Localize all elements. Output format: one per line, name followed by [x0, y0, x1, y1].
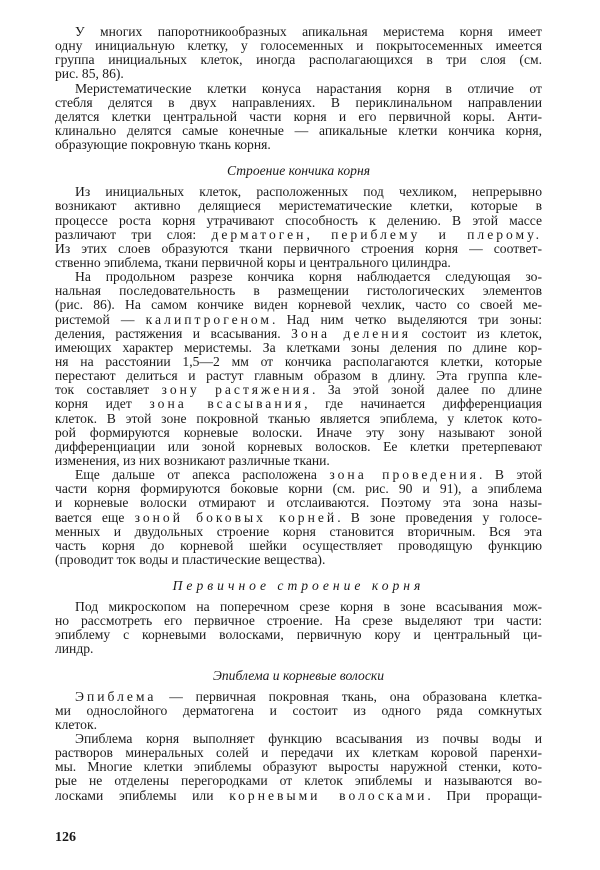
paragraph	[55, 690, 542, 732]
text-line	[55, 124, 542, 138]
text-line	[55, 704, 542, 718]
text-line	[55, 732, 542, 746]
text-line	[55, 313, 542, 327]
text-segment: клеток. В этой зоне покровной тканью является эпиблема, у клеток кото-	[55, 410, 542, 426]
text-segment: вается еще	[55, 509, 135, 525]
text-line	[55, 454, 542, 468]
text-segment: стебля делятся в двух направлениях. В периклинальном направлении	[55, 94, 542, 110]
text-segment: На продольном разрезе кончика корня наблюдается следующая зо-	[75, 269, 542, 285]
text-line	[55, 718, 542, 732]
text-segment: клинально делятся самые конечные — апикальные клетки кончика корня,	[55, 122, 542, 138]
text-segment: рые не отделены перегородками от клеток эпиблемы и называются во-	[55, 773, 542, 789]
text-line	[55, 496, 542, 510]
text-segment: процессе роста корня утрачивают способность к делению. В этой массе	[55, 212, 542, 228]
text-segment: и корневые волоски отмирают и отслаиваются. Поэтому эта зона назы-	[55, 495, 542, 511]
text-line	[55, 600, 542, 614]
text-segment: (проводит ток воды и пластические вещества).	[55, 551, 326, 567]
text-line	[55, 67, 542, 81]
page-body	[55, 25, 542, 803]
spaced-term: зоной боковых корней	[134, 509, 338, 525]
spaced-term: Зона деления	[291, 325, 412, 341]
text-segment: ственно эпиблема, ткани первичной коры и центрального цилиндра.	[55, 254, 451, 270]
section-heading: Первичное строение корня	[172, 578, 425, 594]
text-segment: дифференциации или зоной корневых волосков. Ее клетки претерпевают	[55, 438, 542, 454]
text-line	[55, 642, 542, 656]
spaced-term: дерматоген, периблему и плерому.	[211, 226, 542, 242]
text-segment: мы. Многие клетки эпиблемы образуют выросты наружной стенки, кото-	[55, 759, 542, 775]
text-line	[55, 270, 542, 284]
paragraph	[55, 25, 542, 82]
text-segment: рой формируются корневые волоски. Иначе эту зону называют зоной	[55, 424, 542, 440]
spaced-term: зона всасывания	[149, 396, 305, 412]
text-segment: ми однослойного дерматогена и состоит из одного ряда сомкнутых	[55, 702, 542, 718]
text-segment: образующие покровную ткань корня.	[55, 137, 271, 153]
text-segment: часть корня до корневой шейки осуществляет проводящую функцию	[55, 537, 542, 553]
page-number: 126	[55, 830, 76, 845]
text-segment: У многих папоротникообразных апикальная меристема корня имеет	[75, 24, 542, 39]
text-segment: Эпиблема корня выполняет функцию всасывания из почвы воды и	[75, 731, 542, 747]
text-segment: Под микроскопом на поперечном срезе корня в зоне всасывания мож-	[75, 599, 542, 615]
text-segment: делятся клетки центральной части корня и его первичной коры. Анти-	[55, 108, 542, 124]
section-heading: Строение кончика корня	[226, 163, 371, 179]
text-line	[55, 369, 542, 383]
spaced-term: корневыми волосками	[229, 787, 428, 803]
spaced-term: зону растяжения	[161, 382, 313, 398]
text-segment: деления, растяжения и всасывания.	[55, 325, 292, 341]
text-segment: корня идет	[55, 396, 150, 412]
text-line	[55, 746, 542, 760]
text-segment: имеющих характер меристемы. За клетками зоны деления по длине кор-	[55, 339, 542, 355]
text-line	[55, 468, 542, 482]
text-line	[55, 426, 542, 440]
text-line	[55, 412, 542, 426]
text-line	[55, 327, 542, 341]
text-line	[55, 341, 542, 355]
paragraph	[55, 600, 542, 657]
text-segment: эпиблему с корневыми волосками, первичную кору и центральный ци-	[55, 627, 542, 643]
text-line	[55, 199, 542, 213]
text-line	[55, 96, 542, 110]
text-segment: ток составляет	[55, 382, 162, 398]
text-line	[55, 242, 542, 256]
text-segment: . За этой зоной далее по длине	[312, 382, 542, 398]
text-line	[55, 185, 542, 199]
text-segment: перестают делиться и растут главным образом в длину. Эта группа кле-	[55, 368, 542, 384]
text-segment: части корня формируются боковые корни (см. рис. 90 и 91), а эпиблема	[55, 481, 542, 497]
paragraph	[55, 82, 542, 153]
text-segment: . В зоне проведения у голосе-	[337, 509, 543, 525]
text-line	[55, 284, 542, 298]
text-line	[55, 214, 542, 228]
text-line	[55, 82, 542, 96]
text-line	[55, 690, 542, 704]
text-line	[55, 383, 542, 397]
paragraph	[55, 270, 542, 468]
text-segment: растворов минеральных солей и передачи их клеткам коровой паренхи-	[55, 745, 542, 761]
text-line	[55, 760, 542, 774]
text-segment: Из этих слоев образуются ткани первичного строения корня — соответ-	[55, 240, 542, 256]
text-segment: Из инициальных клеток, расположенных под чехликом, непрерывно	[75, 184, 542, 200]
text-line	[55, 482, 542, 496]
text-segment: Еще дальше от апекса расположена	[75, 467, 330, 483]
text-segment: менных и двудольных строение корня становится вторичным. Вся эта	[55, 523, 542, 539]
text-segment: Меристематические клетки конуса нарастания корня в отличие от	[75, 80, 542, 96]
text-segment: одну инициальную клетку, у голосеменных и покрытосеменных имеется	[55, 38, 542, 54]
text-segment: но рассмотреть его первичное строение. На срезе выделяют три части:	[55, 613, 542, 629]
text-line	[55, 553, 542, 567]
text-line	[55, 525, 542, 539]
text-line	[55, 138, 542, 152]
text-segment: лосками эпиблемы или	[55, 787, 230, 803]
text-line	[55, 511, 542, 525]
text-line	[55, 774, 542, 788]
text-line	[55, 53, 542, 67]
text-line	[55, 614, 542, 628]
text-segment: нальная последовательность в размещении гистологических элементов	[55, 283, 542, 299]
text-line	[55, 298, 542, 312]
text-segment: изменения, из них возникают различные ткани.	[55, 452, 330, 468]
text-line	[55, 228, 542, 242]
spaced-term: зона проведения	[329, 467, 479, 483]
text-segment: возникают активно делящиеся меристематические клетки, которые в	[55, 198, 542, 214]
text-line	[55, 25, 542, 39]
text-segment: ристемой —	[55, 311, 146, 327]
spaced-term: Эпиблема	[75, 688, 157, 704]
text-line	[55, 539, 542, 553]
text-segment: (рис. 86). На самом кончике виден корневой чехлик, часто со своей ме-	[55, 297, 542, 313]
spaced-term: калиптрогеном	[145, 311, 273, 327]
text-segment: . При проращи-	[427, 787, 542, 803]
text-line	[55, 39, 542, 53]
text-segment: , где начинается дифференциация	[304, 396, 542, 412]
text-segment: . Над ним четко выделяются три зоны:	[272, 311, 542, 327]
text-segment: — первичная покровная ткань, она образована клетка-	[156, 688, 542, 704]
text-segment: рис. 85, 86).	[55, 66, 124, 82]
section-heading: Эпиблема и корневые волоски	[212, 667, 385, 683]
text-segment: группа инициальных клеток, иногда располагающихся в три слоя (см.	[55, 52, 542, 68]
text-line	[55, 355, 542, 369]
text-line	[55, 628, 542, 642]
text-line	[55, 789, 542, 803]
text-segment: различают три слоя:	[55, 226, 212, 242]
paragraph	[55, 732, 542, 803]
text-line	[55, 397, 542, 411]
text-segment: линдр.	[55, 641, 94, 657]
text-line	[55, 256, 542, 270]
paragraph	[55, 468, 542, 567]
text-line	[55, 110, 542, 124]
text-segment: клеток.	[55, 716, 97, 732]
text-segment: состоит из клеток,	[411, 325, 542, 341]
paragraph	[55, 185, 542, 270]
text-segment: ня на расстоянии 1,5—2 мм от кончика располагаются клетки, которые	[55, 353, 542, 369]
text-segment: . В этой	[478, 467, 542, 483]
text-line	[55, 440, 542, 454]
